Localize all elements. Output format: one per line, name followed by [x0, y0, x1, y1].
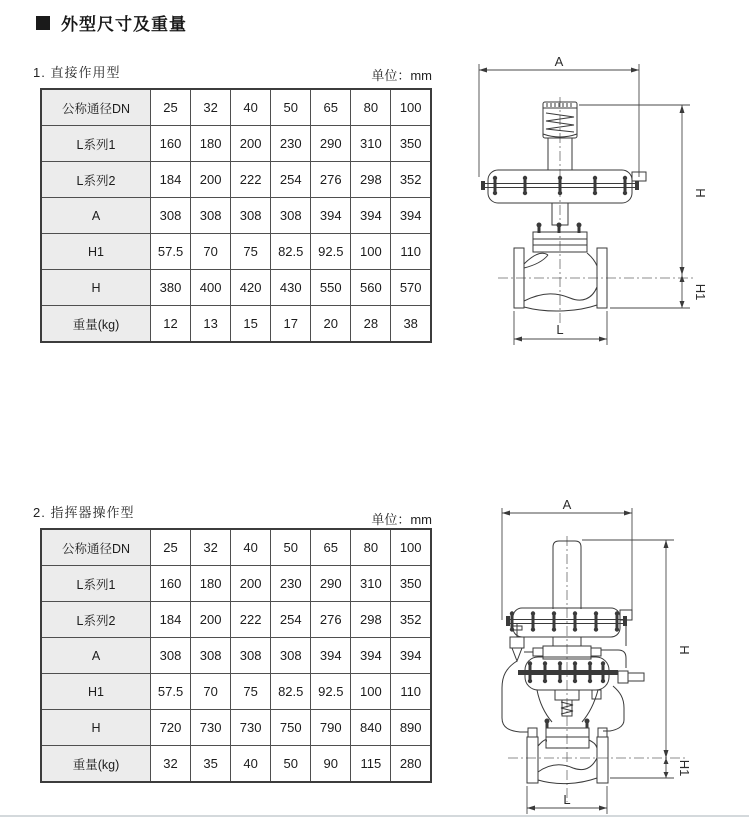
cell-value: 15: [231, 306, 271, 343]
cell-value: 350: [391, 126, 431, 162]
cell-value: 394: [391, 198, 431, 234]
cell-value: 200: [231, 126, 271, 162]
table-row: [41, 306, 431, 343]
cell-value: 65: [311, 529, 351, 566]
cell-value: 298: [351, 162, 391, 198]
cell-value: 280: [391, 746, 431, 783]
pilot-operated-table: [40, 528, 432, 783]
dim-label-l: L: [563, 792, 571, 807]
cell-value: 276: [311, 162, 351, 198]
row-label: H: [41, 270, 151, 306]
cell-value: 200: [191, 162, 231, 198]
cell-value: 430: [271, 270, 311, 306]
table-row: [41, 270, 431, 306]
cell-value: 180: [191, 566, 231, 602]
cell-value: 308: [231, 638, 271, 674]
table-row: [41, 602, 431, 638]
row-label: 公称通径DN: [41, 89, 151, 126]
cell-value: 100: [351, 674, 391, 710]
page-edge-divider: [0, 815, 749, 817]
table-row: [41, 638, 431, 674]
cell-value: 394: [391, 638, 431, 674]
table-row: [41, 198, 431, 234]
cell-value: 308: [271, 198, 311, 234]
table-row: [41, 162, 431, 198]
cell-value: 730: [191, 710, 231, 746]
direct-acting-table: [40, 88, 432, 343]
cell-value: 890: [391, 710, 431, 746]
pilot-operated-valve-diagram: [440, 500, 749, 820]
cell-value: 40: [231, 89, 271, 126]
cell-value: 80: [351, 529, 391, 566]
dimension-a: [479, 55, 639, 177]
cell-value: 222: [231, 162, 271, 198]
cell-value: 80: [351, 89, 391, 126]
cell-value: 32: [151, 746, 191, 783]
table-row: [41, 710, 431, 746]
cell-value: 32: [191, 89, 231, 126]
cell-value: 57.5: [151, 234, 191, 270]
row-label: H1: [41, 674, 151, 710]
cell-value: 92.5: [311, 234, 351, 270]
cell-value: 298: [351, 602, 391, 638]
cell-value: 230: [271, 566, 311, 602]
cell-value: 308: [191, 198, 231, 234]
cell-value: 70: [191, 674, 231, 710]
cell-value: 790: [311, 710, 351, 746]
cell-value: 840: [351, 710, 391, 746]
cell-value: 180: [191, 126, 231, 162]
row-label: A: [41, 638, 151, 674]
cell-value: 394: [311, 638, 351, 674]
dim-label-a: A: [562, 500, 572, 512]
cell-value: 720: [151, 710, 191, 746]
row-label: 重量(kg): [41, 746, 151, 783]
cell-value: 70: [191, 234, 231, 270]
row-label: 重量(kg): [41, 306, 151, 343]
cell-value: 17: [271, 306, 311, 343]
cell-value: 115: [351, 746, 391, 783]
cell-value: 394: [351, 638, 391, 674]
cell-value: 160: [151, 566, 191, 602]
cell-value: 350: [391, 566, 431, 602]
cell-value: 40: [231, 529, 271, 566]
cell-value: 110: [391, 234, 431, 270]
row-label: 公称通径DN: [41, 529, 151, 566]
cell-value: 352: [391, 602, 431, 638]
row-label: H: [41, 710, 151, 746]
dimension-h1: [610, 275, 708, 308]
cell-value: 420: [231, 270, 271, 306]
cell-value: 222: [231, 602, 271, 638]
cell-value: 394: [351, 198, 391, 234]
section-heading-direct-acting: 1. 直接作用型: [33, 65, 121, 80]
table-row: [41, 89, 431, 126]
cell-value: 12: [151, 306, 191, 343]
cell-value: 394: [311, 198, 351, 234]
cell-value: 400: [191, 270, 231, 306]
page-title-text: 外型尺寸及重量: [61, 15, 187, 34]
cell-value: 50: [271, 746, 311, 783]
cell-value: 308: [151, 638, 191, 674]
section-heading-pilot-operated: 2. 指挥器操作型: [33, 505, 135, 520]
cell-value: 184: [151, 162, 191, 198]
cell-value: 290: [311, 566, 351, 602]
cell-value: 100: [391, 89, 431, 126]
row-label: L系列1: [41, 566, 151, 602]
cell-value: 160: [151, 126, 191, 162]
cell-value: 110: [391, 674, 431, 710]
cell-value: 200: [191, 602, 231, 638]
cell-value: 200: [231, 566, 271, 602]
dimension-h: [582, 540, 692, 758]
table-row: [41, 566, 431, 602]
valve-drawing: [502, 541, 644, 784]
section-marker-icon: [36, 16, 50, 30]
cell-value: 308: [151, 198, 191, 234]
cell-value: 82.5: [271, 234, 311, 270]
dim-label-l: L: [556, 322, 564, 337]
cell-value: 308: [191, 638, 231, 674]
dimension-h: [579, 105, 708, 275]
diaphragm-bolts: [506, 611, 627, 631]
cell-value: 254: [271, 602, 311, 638]
cell-value: 40: [231, 746, 271, 783]
cell-value: 308: [271, 638, 311, 674]
cell-value: 13: [191, 306, 231, 343]
page-title: [36, 10, 187, 35]
cell-value: 100: [351, 234, 391, 270]
table-row: [41, 234, 431, 270]
cell-value: 75: [231, 234, 271, 270]
cell-value: 38: [391, 306, 431, 343]
row-label: L系列2: [41, 602, 151, 638]
cell-value: 82.5: [271, 674, 311, 710]
cell-value: 50: [271, 89, 311, 126]
bonnet-bolts: [537, 223, 582, 234]
cell-value: 20: [311, 306, 351, 343]
cell-value: 290: [311, 126, 351, 162]
cell-value: 65: [311, 89, 351, 126]
filter-regulator: [510, 624, 533, 661]
cell-value: 560: [351, 270, 391, 306]
table-row: [41, 746, 431, 783]
row-label: L系列2: [41, 162, 151, 198]
row-label: A: [41, 198, 151, 234]
cell-value: 230: [271, 126, 311, 162]
cell-value: 92.5: [311, 674, 351, 710]
cell-value: 308: [231, 198, 271, 234]
cell-value: 310: [351, 126, 391, 162]
cell-value: 750: [271, 710, 311, 746]
cell-value: 570: [391, 270, 431, 306]
cell-value: 254: [271, 162, 311, 198]
unit-label: 单位：mm: [371, 512, 432, 527]
table-row: [41, 126, 431, 162]
cell-value: 35: [191, 746, 231, 783]
dimension-h1: [610, 758, 692, 778]
cell-value: 550: [311, 270, 351, 306]
cell-value: 25: [151, 529, 191, 566]
cell-value: 28: [351, 306, 391, 343]
unit-label: 单位：mm: [371, 68, 432, 83]
cell-value: 352: [391, 162, 431, 198]
cell-value: 730: [231, 710, 271, 746]
cell-value: 75: [231, 674, 271, 710]
right-tubing: [603, 686, 624, 731]
cell-value: 90: [311, 746, 351, 783]
cell-value: 310: [351, 566, 391, 602]
diaphragm-bolts: [481, 176, 639, 195]
direct-acting-valve-diagram: [440, 55, 749, 355]
cell-value: 276: [311, 602, 351, 638]
cell-value: 25: [151, 89, 191, 126]
table-row: [41, 529, 431, 566]
cell-value: 100: [391, 529, 431, 566]
dim-label-h: H: [693, 188, 708, 198]
table-row: [41, 674, 431, 710]
dim-label-h1: H1: [693, 283, 708, 301]
valve-drawing: [481, 102, 646, 311]
dim-label-a: A: [554, 55, 564, 69]
dimension-l: [514, 311, 607, 345]
cell-value: 184: [151, 602, 191, 638]
dim-label-h1: H1: [677, 759, 692, 777]
cell-value: 50: [271, 529, 311, 566]
row-label: L系列1: [41, 126, 151, 162]
cell-value: 32: [191, 529, 231, 566]
dim-label-h: H: [677, 645, 692, 655]
row-label: H1: [41, 234, 151, 270]
cell-value: 57.5: [151, 674, 191, 710]
cell-value: 380: [151, 270, 191, 306]
